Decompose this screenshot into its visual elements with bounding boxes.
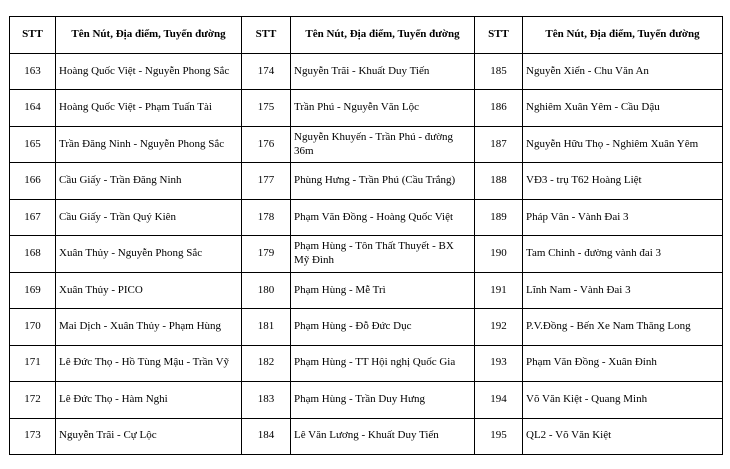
header-location: Tên Nút, Địa điểm, Tuyến đường xyxy=(291,17,475,54)
location-cell: Nguyễn Khuyến - Trần Phú - đường 36m xyxy=(291,126,475,162)
location-cell: Phạm Hùng - Tôn Thất Thuyết - BX Mỹ Đình xyxy=(291,236,475,272)
table-row xyxy=(10,418,723,454)
table-row xyxy=(10,54,723,90)
stt-cell: 172 xyxy=(10,382,56,418)
location-cell: Pháp Vân - Vành Đai 3 xyxy=(523,199,723,235)
stt-cell: 166 xyxy=(10,163,56,199)
stt-cell: 182 xyxy=(242,345,291,381)
stt-cell: 169 xyxy=(10,272,56,308)
stt-cell: 174 xyxy=(242,54,291,90)
location-cell: QL2 - Võ Văn Kiệt xyxy=(523,418,723,454)
location-cell: Xuân Thủy - Nguyễn Phong Sắc xyxy=(56,236,242,272)
table-row xyxy=(10,345,723,381)
location-cell: Nguyễn Hữu Thọ - Nghiêm Xuân Yêm xyxy=(523,126,723,162)
location-cell: Cầu Giấy - Trần Quý Kiên xyxy=(56,199,242,235)
location-cell: Hoàng Quốc Việt - Phạm Tuấn Tài xyxy=(56,90,242,126)
location-cell: Lê Văn Lương - Khuất Duy Tiến xyxy=(291,418,475,454)
stt-cell: 178 xyxy=(242,199,291,235)
stt-cell: 168 xyxy=(10,236,56,272)
location-cell: Phạm Hùng - TT Hội nghị Quốc Gia xyxy=(291,345,475,381)
stt-cell: 177 xyxy=(242,163,291,199)
stt-cell: 183 xyxy=(242,382,291,418)
location-cell: Nguyễn Xiển - Chu Văn An xyxy=(523,54,723,90)
stt-cell: 190 xyxy=(475,236,523,272)
location-cell: Cầu Giấy - Trần Đăng Ninh xyxy=(56,163,242,199)
stt-cell: 173 xyxy=(10,418,56,454)
stt-cell: 175 xyxy=(242,90,291,126)
location-cell: Lê Đức Thọ - Hồ Tùng Mậu - Trần Vỹ xyxy=(56,345,242,381)
location-cell: Nghiêm Xuân Yêm - Cầu Dậu xyxy=(523,90,723,126)
stt-cell: 193 xyxy=(475,345,523,381)
location-cell: Phạm Văn Đồng - Hoàng Quốc Việt xyxy=(291,199,475,235)
stt-cell: 171 xyxy=(10,345,56,381)
table-row xyxy=(10,126,723,162)
location-cell: Trần Phú - Nguyễn Văn Lộc xyxy=(291,90,475,126)
stt-cell: 194 xyxy=(475,382,523,418)
stt-cell: 170 xyxy=(10,309,56,345)
location-cell: Xuân Thủy - PICO xyxy=(56,272,242,308)
header-location: Tên Nút, Địa điểm, Tuyến đường xyxy=(56,17,242,54)
location-cell: Phạm Văn Đồng - Xuân Đỉnh xyxy=(523,345,723,381)
location-cell: Nguyễn Trãi - Khuất Duy Tiến xyxy=(291,54,475,90)
table-row xyxy=(10,90,723,126)
header-stt: STT xyxy=(242,17,291,54)
stt-cell: 167 xyxy=(10,199,56,235)
location-cell: Mai Dịch - Xuân Thủy - Phạm Hùng xyxy=(56,309,242,345)
table-row xyxy=(10,382,723,418)
stt-cell: 180 xyxy=(242,272,291,308)
stt-cell: 185 xyxy=(475,54,523,90)
location-cell: Lĩnh Nam - Vành Đai 3 xyxy=(523,272,723,308)
table-row xyxy=(10,309,723,345)
stt-cell: 187 xyxy=(475,126,523,162)
location-cell: Phùng Hưng - Trần Phú (Cầu Trắng) xyxy=(291,163,475,199)
header-location: Tên Nút, Địa điểm, Tuyến đường xyxy=(523,17,723,54)
stt-cell: 188 xyxy=(475,163,523,199)
location-cell: Lê Đức Thọ - Hàm Nghi xyxy=(56,382,242,418)
stt-cell: 176 xyxy=(242,126,291,162)
stt-cell: 189 xyxy=(475,199,523,235)
location-cell: Phạm Hùng - Mễ Trì xyxy=(291,272,475,308)
header-stt: STT xyxy=(475,17,523,54)
stt-cell: 165 xyxy=(10,126,56,162)
stt-cell: 195 xyxy=(475,418,523,454)
stt-cell: 164 xyxy=(10,90,56,126)
location-cell: Trần Đăng Ninh - Nguyễn Phong Sắc xyxy=(56,126,242,162)
location-cell: Võ Văn Kiệt - Quang Minh xyxy=(523,382,723,418)
table-row xyxy=(10,163,723,199)
header-stt: STT xyxy=(10,17,56,54)
header-row xyxy=(10,17,723,54)
intersection-table xyxy=(9,16,723,455)
stt-cell: 163 xyxy=(10,54,56,90)
table-row xyxy=(10,236,723,272)
location-cell: Phạm Hùng - Đỗ Đức Dục xyxy=(291,309,475,345)
location-cell: Phạm Hùng - Trần Duy Hưng xyxy=(291,382,475,418)
location-cell: Nguyễn Trãi - Cự Lộc xyxy=(56,418,242,454)
stt-cell: 179 xyxy=(242,236,291,272)
location-cell: Tam Chinh - đường vành đai 3 xyxy=(523,236,723,272)
table-row xyxy=(10,199,723,235)
stt-cell: 184 xyxy=(242,418,291,454)
stt-cell: 186 xyxy=(475,90,523,126)
location-cell: VĐ3 - trụ T62 Hoàng Liệt xyxy=(523,163,723,199)
location-cell: P.V.Đồng - Bến Xe Nam Thăng Long xyxy=(523,309,723,345)
table-row xyxy=(10,272,723,308)
stt-cell: 191 xyxy=(475,272,523,308)
location-cell: Hoàng Quốc Việt - Nguyễn Phong Sắc xyxy=(56,54,242,90)
stt-cell: 181 xyxy=(242,309,291,345)
stt-cell: 192 xyxy=(475,309,523,345)
